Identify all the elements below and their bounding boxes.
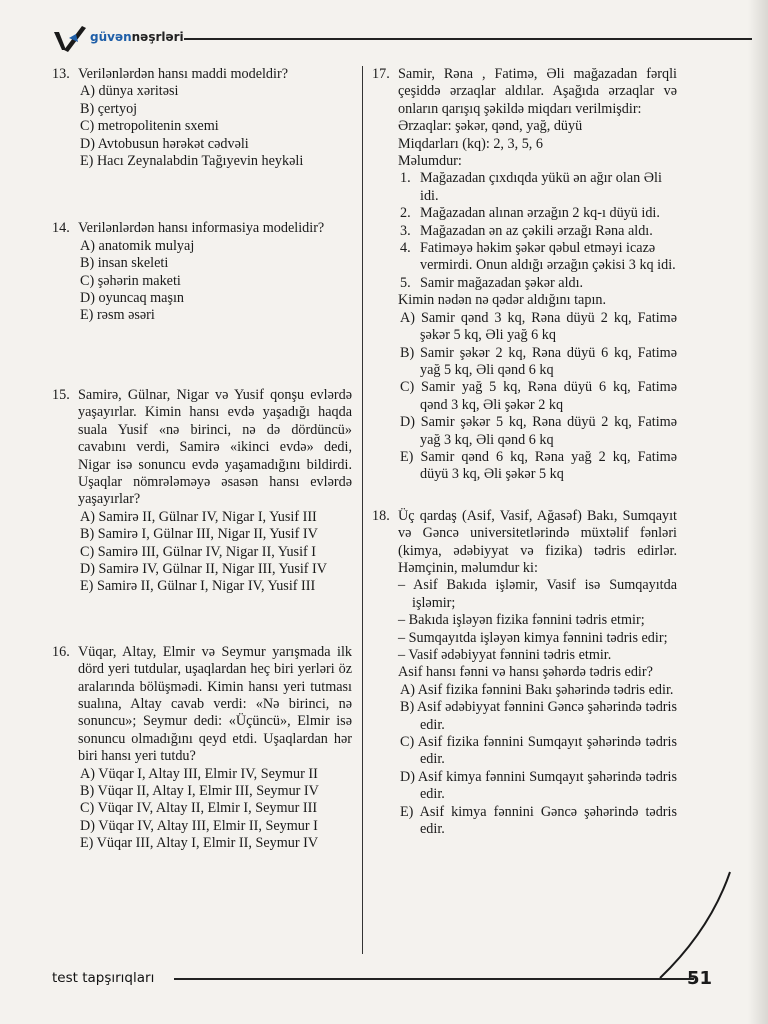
option-e[interactable]: E) Samir qənd 6 kq, Rəna yağ 2 kq, Fatimə düyü 3 kq, Əli şəkər 5 kq [400, 448, 677, 483]
question-text: Verilənlərdən hansı maddi modeldir? [78, 66, 288, 82]
option-b[interactable]: B) insan skeleti [80, 255, 169, 272]
option-a[interactable]: A) Asif fizika fənnini Bakı şəhərində tədris edir. [400, 681, 674, 698]
option-d[interactable]: D) Asif kimya fənnini Sumqayıt şəhərində tədris edir. [400, 768, 677, 803]
page-footer [52, 962, 712, 1002]
option-c[interactable]: C) Samir yağ 5 kq, Rəna düyü 6 kq, Fatimə qənd 3 kq, Əli şəkər 2 kq [400, 379, 677, 413]
option-c[interactable]: C) Asif fizika fənnini Sumqayıt şəhərində tədris edir. [400, 734, 677, 768]
known-label: Məlumdur: [398, 153, 462, 170]
answer-options [80, 766, 352, 853]
question-text: Verilənlərdən hansı informasiya modelidir? [78, 220, 325, 237]
question-intro: Üç qardaş (Asif, Vasif, Ağasəf) Bakı, Sumqayıt və Gəncə universitetlərində müxtəlif fənləri (kimya, ədəbiyyat və fizika) tədris edirlər. Həmçinin, məlumdur ki: [398, 507, 677, 576]
conditions-list [398, 577, 677, 664]
question-number: 14. [52, 220, 70, 237]
page-edge-shadow [748, 0, 768, 1024]
option-c[interactable]: C) Samirə III, Gülnar IV, Nigar II, Yusif I [80, 543, 317, 560]
question-intro: Samir, Rəna , Fatimə, Əli mağazadan fərqli çeşiddə ərzaqlar aldılar. Aşağıda ərzaqlar və onların qarışıq şəkildə miqdarı verilmişdir: [398, 66, 677, 117]
answer-options [80, 83, 352, 170]
fact-item: 5. Samir mağazadan şəkər aldı. [400, 274, 584, 291]
question-number: 13. [52, 66, 70, 82]
option-c[interactable]: C) şəhərin maketi [80, 272, 181, 289]
option-c[interactable]: C) metropolitenin sxemi [80, 118, 219, 135]
option-e[interactable]: E) rəsm əsəri [80, 307, 155, 324]
option-b[interactable]: B) Samir şəkər 2 kq, Rəna düyü 6 kq, Fatimə yağ 5 kq, Əli qənd 6 kq [400, 344, 677, 378]
option-e[interactable]: E) Vüqar III, Altay I, Elmir II, Seymur IV [80, 835, 319, 852]
option-a[interactable]: A) Vüqar I, Altay III, Elmir IV, Seymur II [80, 765, 318, 782]
condition-item: – Bakıda işləyən fizika fənnini tədris etmir; [398, 612, 645, 629]
option-a[interactable]: A) anatomik mulyaj [80, 237, 195, 254]
header-rule [184, 38, 752, 40]
answer-options [80, 509, 352, 596]
facts-list [398, 170, 677, 292]
option-d[interactable]: D) Avtobusun hərəkət cədvəli [80, 135, 249, 152]
option-e[interactable]: E) Asif kimya fənnini Gəncə şəhərində tədris edir. [400, 803, 677, 838]
option-d[interactable]: D) oyuncaq maşın [80, 290, 185, 307]
question-13 [52, 66, 352, 170]
amounts-line: Miqdarları (kq): 2, 3, 5, 6 [398, 135, 543, 152]
fact-item: 2. Mağazadan alınan ərzağın 2 kq-ı düyü idi. [400, 205, 660, 222]
option-e[interactable]: E) Hacı Zeynalabdin Tağıyevin heykəli [80, 153, 304, 170]
question-text: Vüqar, Altay, Elmir və Seymur yarışmada ilk dörd yeri tutdular, uşaqlardan heç biri yerləri öz aralarında bölüşmədi. Kimin hansı yeri tutması sualına, Altay cavab verdi: «Nə birinci, nə sonuncu»; Seymur dedi: «Üçüncü», Elmir isə sonuncu olmadığını qeyd etdi. Uşaqlardan hər biri hansı yeri tutdu? [78, 643, 352, 765]
publisher-logo-icon [52, 24, 92, 54]
option-b[interactable]: B) Vüqar II, Altay I, Elmir III, Seymur IV [80, 783, 319, 799]
question-prompt: Asif hansı fənni və hansı şəhərdə tədris edir? [398, 664, 653, 681]
question-18 [372, 508, 677, 839]
question-text: Samirə, Gülnar, Nigar və Yusif qonşu evlərdə yaşayırlar. Kimin hansı evdə yaşadığı haqda suala Yusif «nə birinci, nə də dördüncü» cavabını verdi, Samirə «ikinci evdə» dedi, Nigar isə sonuncu evdə yaşamadığını bildirdi. Uşaqlar nömrələməyə əsasən hansı evlərdə yaşayırlar? [78, 386, 352, 508]
question-number: 17. [372, 66, 390, 82]
publisher-brand: güvənnəşrləri [90, 30, 184, 44]
fact-item: 1. Mağazadan çıxdıqda yükü ən ağır olan Əli idi. [400, 170, 662, 204]
option-a[interactable]: A) Samirə II, Gülnar IV, Nigar I, Yusif III [80, 508, 317, 525]
question-number: 15. [52, 386, 70, 403]
question-15 [52, 387, 352, 596]
column-divider [362, 66, 363, 954]
option-e[interactable]: E) Samirə II, Gülnar I, Nigar IV, Yusif III [80, 578, 316, 595]
right-column [372, 66, 677, 838]
option-a[interactable]: A) Samir qənd 3 kq, Rəna düyü 2 kq, Fatimə şəkər 5 kq, Əli yağ 6 kq [400, 309, 677, 344]
question-number: 16. [52, 643, 70, 660]
option-b[interactable]: B) Asif ədəbiyyat fənnini Gəncə şəhərində tədris edir. [400, 699, 677, 733]
answer-options [400, 310, 677, 484]
option-a[interactable]: A) dünya xəritəsi [80, 83, 179, 100]
answer-options [80, 238, 352, 325]
products-line: Ərzaqlar: şəkər, qənd, yağ, düyü [398, 118, 583, 135]
fact-item: 4. Fatiməyə həkim şəkər qəbul etməyi icazə vermirdi. Onun aldığı ərzağın çəkisi 3 kq idi. [400, 240, 676, 274]
left-column [52, 66, 352, 853]
option-b[interactable]: B) çertyoj [80, 100, 138, 117]
option-d[interactable]: D) Samir şəkər 5 kq, Rəna düyü 2 kq, Fatimə yağ 3 kq, Əli qənd 6 kq [400, 414, 677, 448]
footer-label: test tapşırıqları [52, 970, 155, 986]
condition-item: – Asif Bakıda işləmir, Vasif isə Sumqayıtda işləmir; [398, 577, 677, 611]
option-b[interactable]: B) Samirə I, Gülnar III, Nigar II, Yusif IV [80, 526, 318, 543]
fact-item: 3. Mağazadan ən az çəkili ərzağı Rəna aldı. [400, 222, 653, 239]
question-prompt: Kimin nədən nə qədər aldığını tapın. [398, 292, 607, 309]
option-d[interactable]: D) Vüqar IV, Altay III, Elmir II, Seymur I [80, 817, 318, 834]
question-16 [52, 644, 352, 853]
footer-rule [174, 978, 694, 980]
condition-item: – Sumqayıtda işləyən kimya fənnini tədris edir; [398, 629, 668, 646]
answer-options [400, 682, 677, 839]
option-c[interactable]: C) Vüqar IV, Altay II, Elmir I, Seymur III [80, 800, 318, 817]
page-number: 51 [686, 968, 712, 989]
condition-item: – Vasif ədəbiyyat fənnini tədris etmir. [398, 647, 612, 663]
question-number: 18. [372, 507, 390, 524]
question-17 [372, 66, 677, 484]
option-d[interactable]: D) Samirə IV, Gülnar II, Nigar III, Yusif IV [80, 560, 328, 577]
page-header [52, 24, 752, 54]
question-14 [52, 220, 352, 324]
